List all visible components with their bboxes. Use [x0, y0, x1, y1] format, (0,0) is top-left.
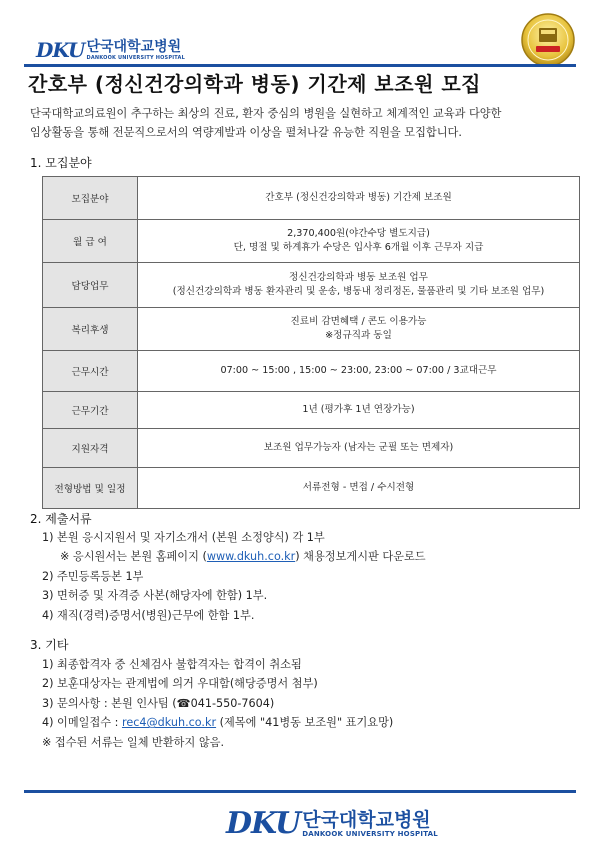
- row-value: 진료비 감면혜택 / 콘도 이용가능 ※정규직과 동일: [290, 316, 427, 341]
- row-label: 월 급 여: [43, 220, 138, 262]
- section-heading-recruitment: 1. 모집분야: [30, 156, 92, 170]
- list-item-note: ※ 접수된 서류는 일체 반환하지 않음.: [42, 735, 225, 749]
- list-item: 1) 최종합격자 중 신체검사 불합격자는 합격이 취소됨: [42, 658, 302, 671]
- logo-mark: DKU: [226, 806, 301, 841]
- page-title: 간호부 (정신건강의학과 병동) 기간제 보조원 모집: [28, 72, 481, 96]
- row-label: 담당업무: [43, 263, 138, 307]
- row-label: 지원자격: [43, 429, 138, 467]
- list-item: 4) 이메일접수 : rec4@dkuh.co.kr (제목에 "41병동 보조원" 표기요망): [42, 716, 394, 730]
- row-value: 정신건강의학과 병동 보조원 업무 (정신건강의학과 병동 환자관리 및 운송, 병동내 정리정돈, 물품관리 및 기타 보조원 업무): [172, 272, 545, 297]
- table-row: [43, 392, 579, 429]
- row-value: 보조원 업무가능자 (남자는 군필 또는 면제자): [263, 442, 454, 453]
- list-item: 4) 재직(경력)증명서(병원)근무에 한함 1부.: [42, 608, 255, 622]
- row-value: 2,370,400원(야간수당 별도지급) 단, 명절 및 하계휴가 수당은 입사후 6개월 이후 근무자 지급: [233, 228, 484, 253]
- recruitment-table: [42, 176, 580, 509]
- row-value: 07:00 ~ 15:00 , 15:00 ~ 23:00, 23:00 ~ 07:00 / 3교대근무: [220, 365, 497, 376]
- row-label: 전형방법 및 일정: [43, 468, 138, 508]
- header-rule: [24, 64, 576, 67]
- row-label: 근무시간: [43, 351, 138, 391]
- logo-english-name: DANKOOK UNIVERSITY HOSPITAL: [86, 54, 185, 61]
- list-item: 3) 면허증 및 자격증 사본(해당자에 한함) 1부.: [42, 589, 268, 603]
- row-label: 복리후생: [43, 308, 138, 350]
- footer-rule: [24, 790, 576, 793]
- table-row: [43, 429, 579, 468]
- list-item: 2) 주민등록등본 1부: [42, 569, 144, 583]
- row-value: 서류전형 - 면접 / 수시전형: [302, 482, 415, 493]
- table-row: [43, 263, 579, 308]
- homepage-link[interactable]: www.dkuh.co.kr: [206, 550, 296, 564]
- certification-emblem-icon: [520, 12, 576, 68]
- table-row: [43, 177, 579, 220]
- list-item-note: ※ 응시원서는 본원 홈페이지 (www.dkuh.co.kr) 채용정보게시판 다운로드: [60, 550, 426, 564]
- list-item: 3) 문의사항 : 본원 인사팀 (☎041-550-7604): [42, 696, 275, 710]
- logo-korean-name: 단국대학교병원: [86, 38, 182, 55]
- row-value: 간호부 (정신건강의학과 병동) 기간제 보조원: [265, 192, 452, 203]
- table-row: [43, 468, 579, 508]
- logo-english-name: DANKOOK UNIVERSITY HOSPITAL: [302, 829, 438, 838]
- intro-line: 임상활동을 통해 전문직으로서의 역량계발과 이상을 펼쳐나갈 유능한 직원을 모집합니다.: [30, 126, 462, 139]
- hospital-logo-top: [36, 38, 185, 62]
- intro-line: 단국대학교의료원이 추구하는 최상의 진료, 환자 중심의 병원을 실현하고 체계적인 교육과 다양한: [30, 107, 502, 120]
- row-label: 근무기간: [43, 392, 138, 428]
- section-heading-documents: 2. 제출서류: [30, 512, 92, 526]
- intro-paragraph: [30, 104, 578, 142]
- section-heading-other: 3. 기타: [30, 638, 69, 652]
- list-item: 1) 본원 응시지원서 및 자기소개서 (본원 소정양식) 각 1부: [42, 531, 325, 544]
- logo-mark: DKU: [36, 38, 85, 62]
- table-row: [43, 220, 579, 263]
- table-row: [43, 351, 579, 392]
- documents-list: [42, 528, 426, 625]
- table-row: [43, 308, 579, 351]
- email-link[interactable]: rec4@dkuh.co.kr: [121, 716, 217, 730]
- hospital-logo-bottom: [226, 806, 438, 841]
- list-item: 2) 보훈대상자는 관계법에 의거 우대함(해당증명서 첨부): [42, 677, 318, 691]
- logo-korean-name: 단국대학교병원: [302, 808, 431, 831]
- other-list: [42, 655, 393, 752]
- row-label: 모집분야: [43, 177, 138, 219]
- row-value: 1년 (평가후 1년 연장가능): [302, 404, 415, 415]
